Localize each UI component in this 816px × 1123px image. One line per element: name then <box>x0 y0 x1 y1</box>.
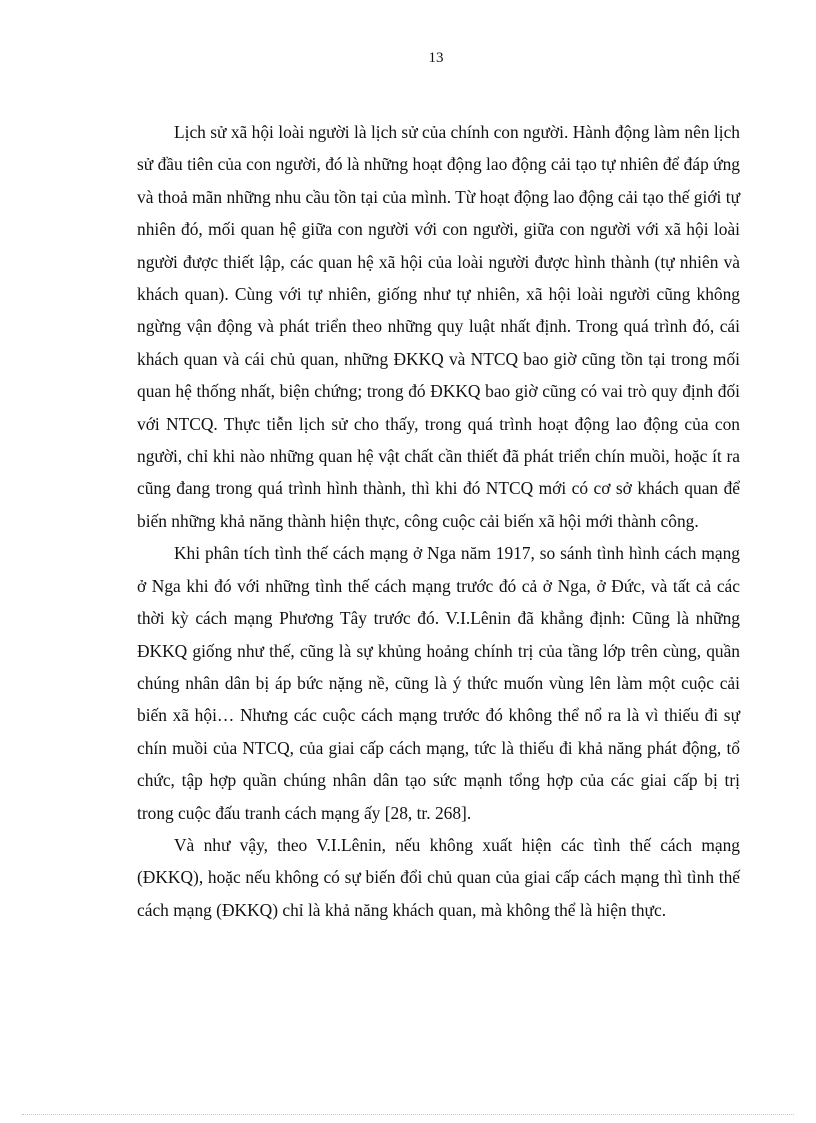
document-body <box>137 116 740 926</box>
paragraph-3: Và như vậy, theo V.I.Lênin, nếu không xuất hiện các tình thế cách mạng (ĐKKQ), hoặc nếu không có sự biến đổi chủ quan của giai cấp cách mạng thì tình thế cách mạng (ĐKKQ) chỉ là khả năng khách quan, mà không thể là hiện thực. <box>137 834 740 920</box>
paragraph-2: Khi phân tích tình thế cách mạng ở Nga năm 1917, so sánh tình hình cách mạng ở Nga khi đó với những tình thế cách mạng trước đó cả ở Nga, ở Đức, và tất cả các thời kỳ cách mạng Phương Tây trước đó. V.I.Lênin đã khẳng định: Cũng là những ĐKKQ giống như thế, cũng là sự khủng hoảng chính trị của tầng lớp trên cùng, quần chúng nhân dân bị áp bức nặng nề, cũng là ý thức muốn vùng lên làm một cuộc cải biến xã hội… Nhưng các cuộc cách mạng trước đó không thể nổ ra là vì thiếu đi sự chín muồi của NTCQ, của giai cấp cách mạng, tức là thiếu đi khả năng phát động, tổ chức, tập hợp quần chúng nhân dân tạo sức mạnh tổng hợp của các giai cấp bị trị trong cuộc đấu tranh cách mạng ấy [28, tr. 268]. <box>137 543 740 823</box>
paragraph-1: Lịch sử xã hội loài người là lịch sử của chính con người. Hành động làm nên lịch sử đầu tiên của con người, đó là những hoạt động lao động cải tạo tự nhiên để đáp ứng và thoả mãn những nhu cầu tồn tại của mình. Từ hoạt động lao động cải tạo thế giới tự nhiên đó, mối quan hệ giữa con người với con người, giữa con người với xã hội loài người được thiết lập, các quan hệ xã hội của loài người được hình thành (tự nhiên và khách quan). Cùng với tự nhiên, giống như tự nhiên, xã hội loài người cũng không ngừng vận động và phát triển theo những quy luật nhất định. Trong quá trình đó, cái khách quan và cái chủ quan, những ĐKKQ và NTCQ bao giờ cũng tồn tại trong mối quan hệ thống nhất, biện chứng; trong đó ĐKKQ bao giờ cũng có vai trò quy định đối với NTCQ. Thực tiễn lịch sử cho thấy, trong quá trình hoạt động lao động của con người, chỉ khi nào những quan hệ vật chất cần thiết đã phát triển chín muồi, hoặc ít ra cũng đang trong quá trình hình thành, thì khi đó NTCQ mới có cơ sở khách quan để biến những khả năng thành hiện thực, công cuộc cải biến xã hội mới thành công. <box>137 122 740 531</box>
page-bottom-rule <box>22 1114 794 1115</box>
page-number: 13 <box>428 50 444 66</box>
